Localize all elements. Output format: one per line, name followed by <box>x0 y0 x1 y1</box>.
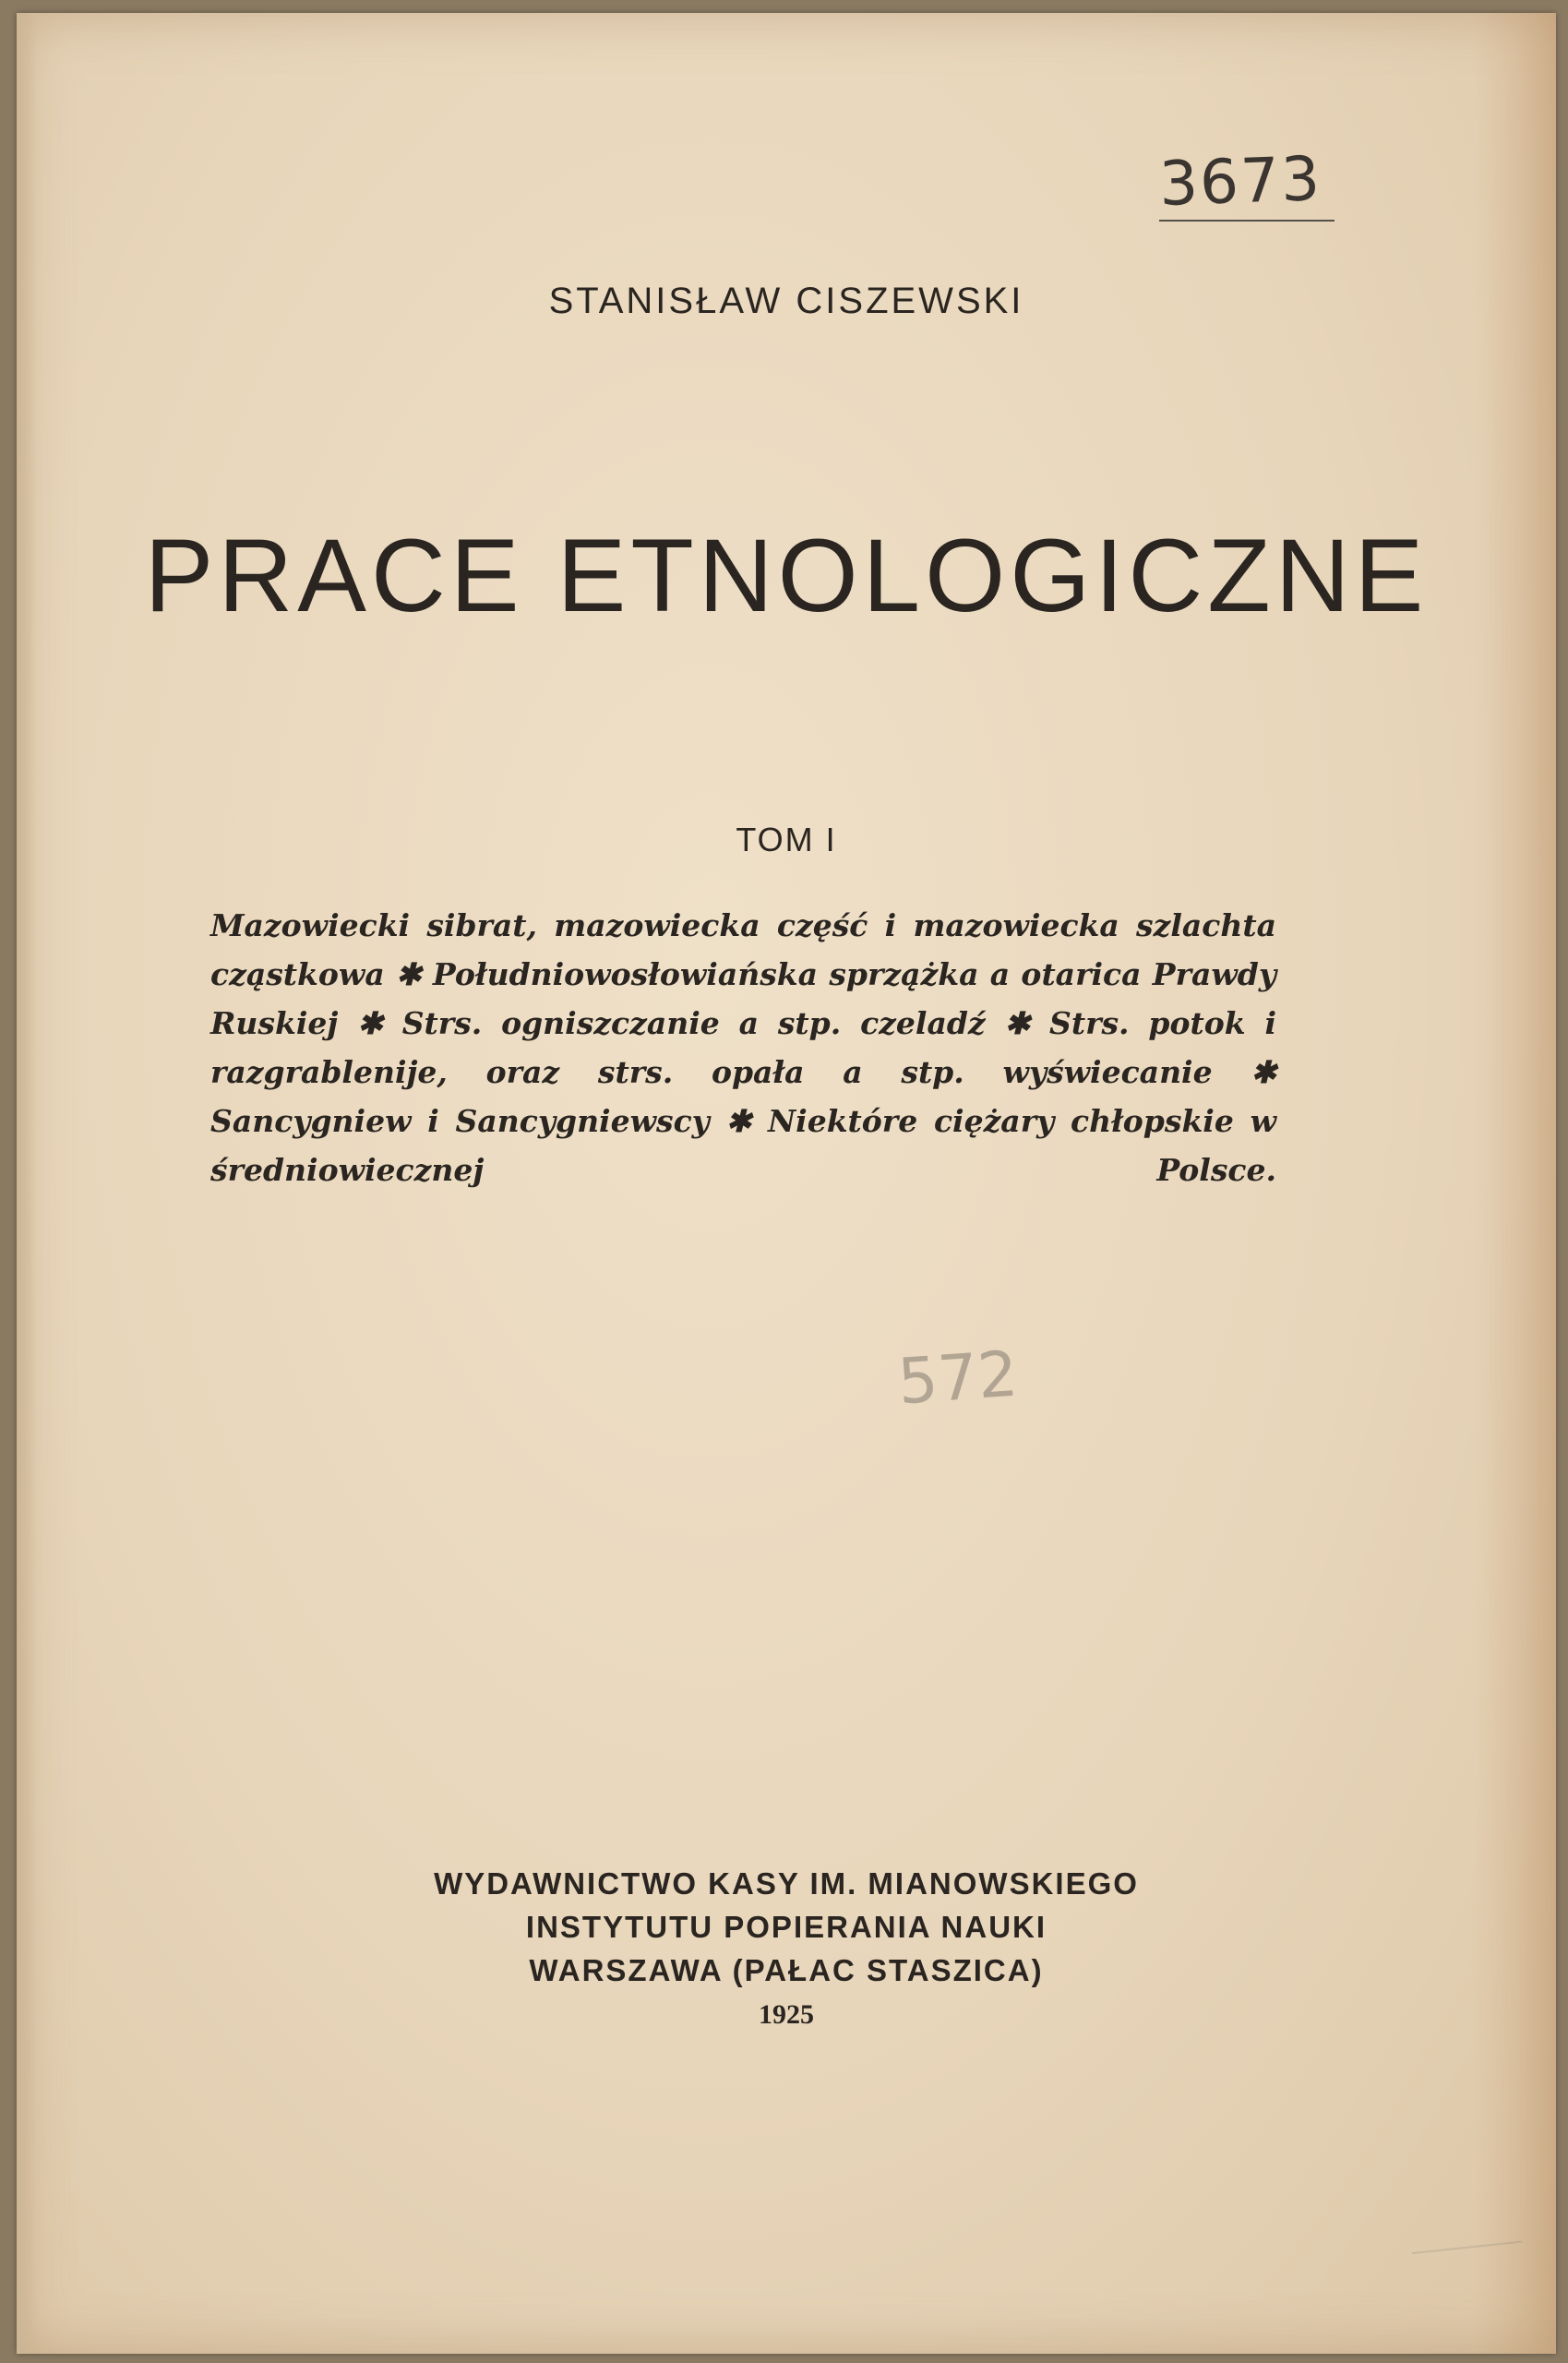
title-page <box>17 13 1556 2354</box>
publisher-line-2: INSTYTUTU POPIERANIA NAUKI <box>525 1910 1047 1944</box>
contents-subtitle: Mazowiecki sibrat, mazowiecka część i mazowiecka szlachta cząstkowa ✱ Południowosłowiańska sprzążka a otarica Prawdy Ruskiej ✱ Strs. ogniszczanie a stp. czeladź ✱ Strs. potok i razgrablenije, oraz strs. opała a stp. wyświecanie ✱ Sancygniew i Sancygniewscy ✱ Niektóre ciężary chłopskie w średniowiecznej Polsce. <box>210 907 1276 1188</box>
publisher-line-3: WARSZAWA (PAŁAC STASZICA) <box>529 1953 1044 1987</box>
shelfmark-underline <box>1159 220 1335 222</box>
pencil-signature-mark <box>1406 2177 1523 2254</box>
publisher-line-1: WYDAWNICTWO KASY IM. MIANOWSKIEGO <box>434 1866 1139 1901</box>
handwritten-shelfmark: 3673 <box>1157 142 1323 221</box>
publication-year: 1925 <box>759 1999 814 2030</box>
volume-label: TOM I <box>736 821 837 858</box>
pencil-number: 572 <box>895 1337 1021 1420</box>
author-name: STANISŁAW CISZEWSKI <box>548 281 1024 321</box>
book-title: PRACE ETNOLOGICZNE <box>144 518 1429 633</box>
